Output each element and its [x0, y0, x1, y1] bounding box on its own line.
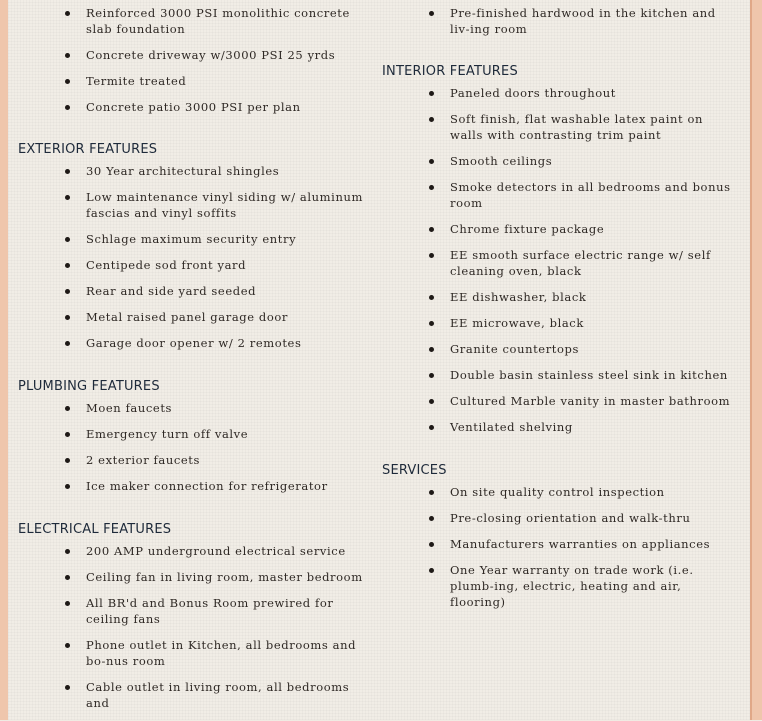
list-item: Ventilated shelving — [382, 419, 732, 435]
section-heading: INTERIOR FEATURES — [382, 64, 518, 79]
list-item: 2 exterior faucets — [18, 452, 374, 468]
list-item: 200 AMP underground electrical service — [18, 543, 374, 559]
list-item: Chrome fixture package — [382, 221, 732, 237]
list-item: Concrete patio 3000 PSI per plan — [18, 99, 374, 115]
plumbing-list — [18, 400, 374, 494]
section-heading: PLUMBING FEATURES — [18, 379, 160, 394]
list-item: Pre-closing orientation and walk-thru — [382, 510, 732, 526]
list-item: Double basin stainless steel sink in kitchen — [382, 367, 732, 383]
list-item: Paneled doors throughout — [382, 85, 732, 101]
list-item: Concrete driveway w/3000 PSI 25 yrds — [18, 47, 374, 63]
list-item: Phone outlet in Kitchen, all bedrooms and bo-nus room — [18, 637, 374, 669]
features-page — [8, 0, 750, 720]
list-item: All BR'd and Bonus Room prewired for ceiling fans — [18, 595, 374, 627]
electrical-list — [18, 543, 374, 711]
list-item: On site quality control inspection — [382, 484, 732, 500]
list-item: EE dishwasher, black — [382, 289, 732, 305]
list-item: Emergency turn off valve — [18, 426, 374, 442]
list-item: Reinforced 3000 PSI monolithic concrete slab foundation — [18, 5, 374, 37]
list-item: Rear and side yard seeded — [18, 283, 374, 299]
exterior-section — [18, 142, 374, 351]
page-border-right — [750, 0, 762, 720]
foundation-list — [18, 5, 374, 115]
section-heading: EXTERIOR FEATURES — [18, 142, 158, 157]
list-item: Smooth ceilings — [382, 153, 732, 169]
list-item: Low maintenance vinyl siding w/ aluminum fascias and vinyl soffits — [18, 189, 374, 221]
list-item: EE smooth surface electric range w/ self cleaning oven, black — [382, 247, 732, 279]
list-item: Cable outlet in living room, all bedrooms and — [18, 679, 374, 711]
list-item: One Year warranty on trade work (i.e. plumb-ing, electric, heating and air, flooring) — [382, 562, 732, 610]
list-item: Soft finish, flat washable latex paint on walls with contrasting trim paint — [382, 111, 732, 143]
list-item: Ceiling fan in living room, master bedroom — [18, 569, 374, 585]
list-item: Garage door opener w/ 2 remotes — [18, 335, 374, 351]
left-column — [18, 0, 374, 721]
plumbing-section — [18, 379, 374, 494]
list-item: 30 Year architectural shingles — [18, 163, 374, 179]
right-column — [382, 0, 732, 620]
list-item: Moen faucets — [18, 400, 374, 416]
list-item: Ice maker connection for refrigerator — [18, 478, 374, 494]
page-border-left — [0, 0, 8, 720]
list-item: Metal raised panel garage door — [18, 309, 374, 325]
list-item: Granite countertops — [382, 341, 732, 357]
list-item: Smoke detectors in all bedrooms and bonus room — [382, 179, 732, 211]
interior-section — [382, 64, 732, 435]
exterior-list — [18, 163, 374, 351]
list-item: Centipede sod front yard — [18, 257, 374, 273]
list-item: Manufacturers warranties on appliances — [382, 536, 732, 552]
section-heading: SERVICES — [382, 463, 447, 478]
electrical-section — [18, 522, 374, 711]
list-item: EE microwave, black — [382, 315, 732, 331]
services-list — [382, 484, 732, 610]
list-item: Cultured Marble vanity in master bathroom — [382, 393, 732, 409]
list-item: Termite treated — [18, 73, 374, 89]
section-heading: ELECTRICAL FEATURES — [18, 522, 172, 537]
list-item: Pre-finished hardwood in the kitchen and liv-ing room — [382, 5, 732, 37]
services-section — [382, 463, 732, 610]
list-item: Schlage maximum security entry — [18, 231, 374, 247]
interior-list — [382, 85, 732, 435]
flooring-list — [382, 5, 732, 37]
